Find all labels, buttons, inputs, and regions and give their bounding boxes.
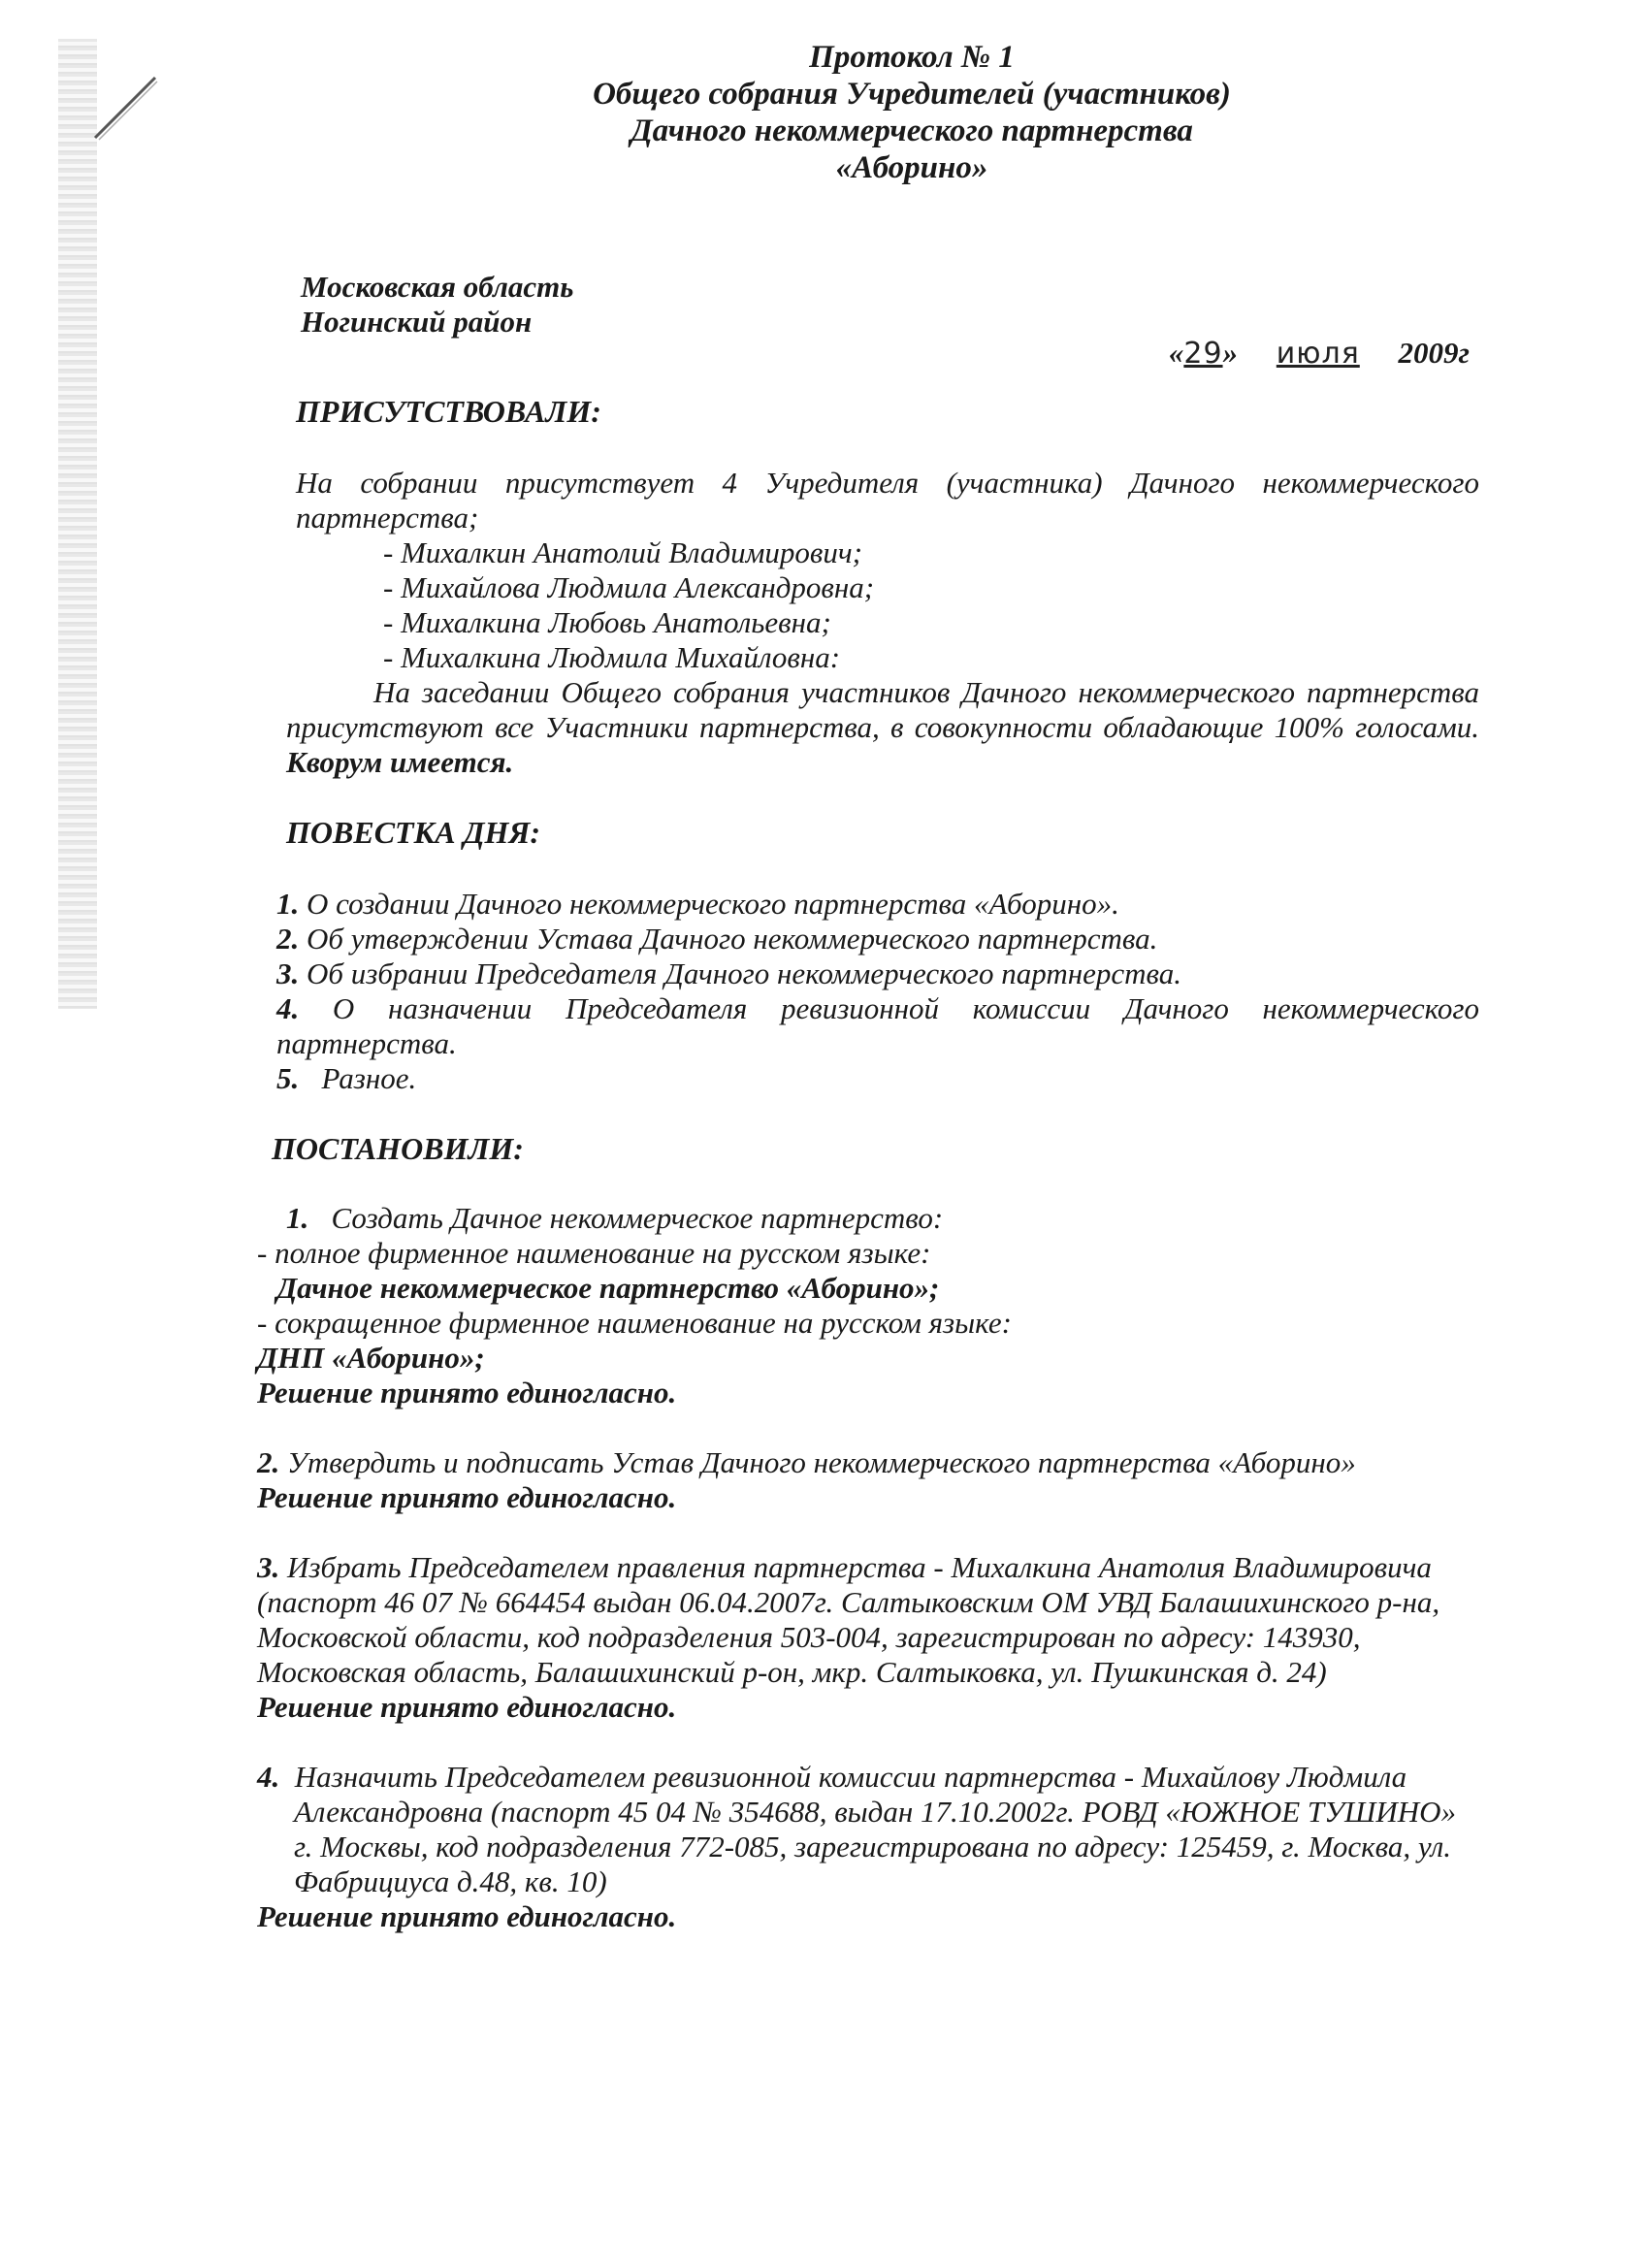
agenda-item: 5. Разное. bbox=[276, 1061, 417, 1095]
present-members-list bbox=[383, 535, 1479, 675]
decision-text: Решение принято единогласно. bbox=[257, 1899, 677, 1933]
date-month: июля bbox=[1276, 337, 1360, 371]
title-line-4: «Аборино» bbox=[835, 150, 988, 185]
meeting-place bbox=[301, 270, 1479, 340]
agenda-item: 4. О назначении Председателя ревизионной комиссии Дачного некоммерческого партнерства. bbox=[276, 991, 1480, 1060]
short-name-label: - сокращенное фирменное наименование на русском языке: bbox=[257, 1306, 1012, 1340]
member-item: - Михалкин Анатолий Владимирович; bbox=[383, 535, 862, 569]
resolution-item-1: 1. Создать Дачное некоммерческое партнерство: - полное фирменное наименование на русском языке: Дачное некоммерческое партнерство «Аборино»; - сокращенное фирменное наименование на русском языке: ДНП «Аборино»; Решение принято единогласно. bbox=[257, 1201, 1479, 1410]
date-row bbox=[247, 336, 1479, 371]
meeting-date bbox=[1169, 336, 1470, 372]
resolved-heading: ПОСТАНОВИЛИ: bbox=[272, 1131, 524, 1166]
date-year: 2009г bbox=[1398, 336, 1470, 370]
decision-text: Решение принято единогласно. bbox=[257, 1480, 677, 1514]
scan-edge-artifact bbox=[58, 39, 97, 1009]
quorum-text: На заседании Общего собрания участников Дачного некоммерческого партнерства присутствуют все Участники партнерства, в совокупности обладающие 100% голосами. bbox=[286, 675, 1479, 744]
agenda-item: 1. О создании Дачного некоммерческого партнерства «Аборино». bbox=[276, 887, 1119, 921]
resolution-item-3: 3. Избрать Председателем правления партнерства - Михалкина Анатолия Владимировича (паспорт 46 07 № 664454 выдан 06.04.2007г. Салтыковским ОМ УВД Балашихинского р-на, Московской области, код подразделения 503-004, зарегистрирован по адресу: 143930, Московская область, Балашихинский р-он, мкр. Салтыковка, ул. Пушкинская д. 24) Решение принято единогласно. bbox=[257, 1550, 1479, 1725]
member-item: - Михалкина Людмила Михайловна: bbox=[383, 640, 841, 674]
member-item: - Михалкина Любовь Анатольевна; bbox=[383, 605, 831, 639]
date-open-quote: « bbox=[1168, 336, 1184, 370]
resolutions bbox=[257, 1201, 1479, 1934]
place-region: Московская область bbox=[301, 270, 574, 304]
present-heading: ПРИСУТСТВОВАЛИ: bbox=[296, 394, 601, 429]
staple-mark-icon bbox=[87, 68, 165, 146]
agenda-heading: ПОВЕСТКА ДНЯ: bbox=[286, 815, 541, 850]
document-title bbox=[344, 39, 1479, 186]
resolution-item-2: 2. Утвердить и подписать Устав Дачного некоммерческого партнерства «Аборино» Решение принято единогласно. bbox=[257, 1445, 1479, 1515]
document-page bbox=[247, 39, 1479, 1934]
date-day: 29 bbox=[1183, 337, 1223, 371]
full-name-label: - полное фирменное наименование на русском языке: bbox=[257, 1236, 931, 1270]
agenda-item: 2. Об утверждении Устава Дачного некоммерческого партнерства. bbox=[276, 922, 1158, 956]
agenda-item: 3. Об избрании Председателя Дачного некоммерческого партнерства. bbox=[276, 956, 1182, 990]
present-intro: На собрании присутствует 4 Учредителя (участника) Дачного некоммерческого партнерства; bbox=[296, 466, 1479, 535]
decision-text: Решение принято единогласно. bbox=[257, 1690, 677, 1724]
full-name-value: Дачное некоммерческое партнерство «Аборино»; bbox=[276, 1271, 940, 1305]
agenda-list bbox=[276, 887, 1479, 1096]
quorum-status: Кворум имеется. bbox=[286, 745, 514, 779]
title-line-1: Протокол № 1 bbox=[809, 40, 1015, 75]
member-item: - Михайлова Людмила Александровна; bbox=[383, 570, 875, 604]
short-name-value: ДНП «Аборино»; bbox=[257, 1341, 485, 1375]
title-line-3: Дачного некоммерческого партнерства bbox=[630, 113, 1193, 148]
place-district: Ногинский район bbox=[301, 305, 533, 339]
date-close-quote: » bbox=[1222, 336, 1239, 370]
title-line-2: Общего собрания Учредителей (участников) bbox=[593, 77, 1231, 112]
resolution-item-4: 4. Назначить Председателем ревизионной комиссии партнерства - Михайлову Людмила Александровна (паспорт 45 04 № 354688, выдан 17.10.2002г. РОВД «ЮЖНОЕ ТУШИНО» г. Москвы, код подразделения 772-085, зарегистрирована по адресу: 125459, г. Москва, ул. Фабрициуса д.48, кв. 10) Решение принято единогласно. bbox=[257, 1760, 1479, 1934]
quorum-paragraph bbox=[286, 675, 1479, 780]
decision-text: Решение принято единогласно. bbox=[257, 1376, 677, 1409]
